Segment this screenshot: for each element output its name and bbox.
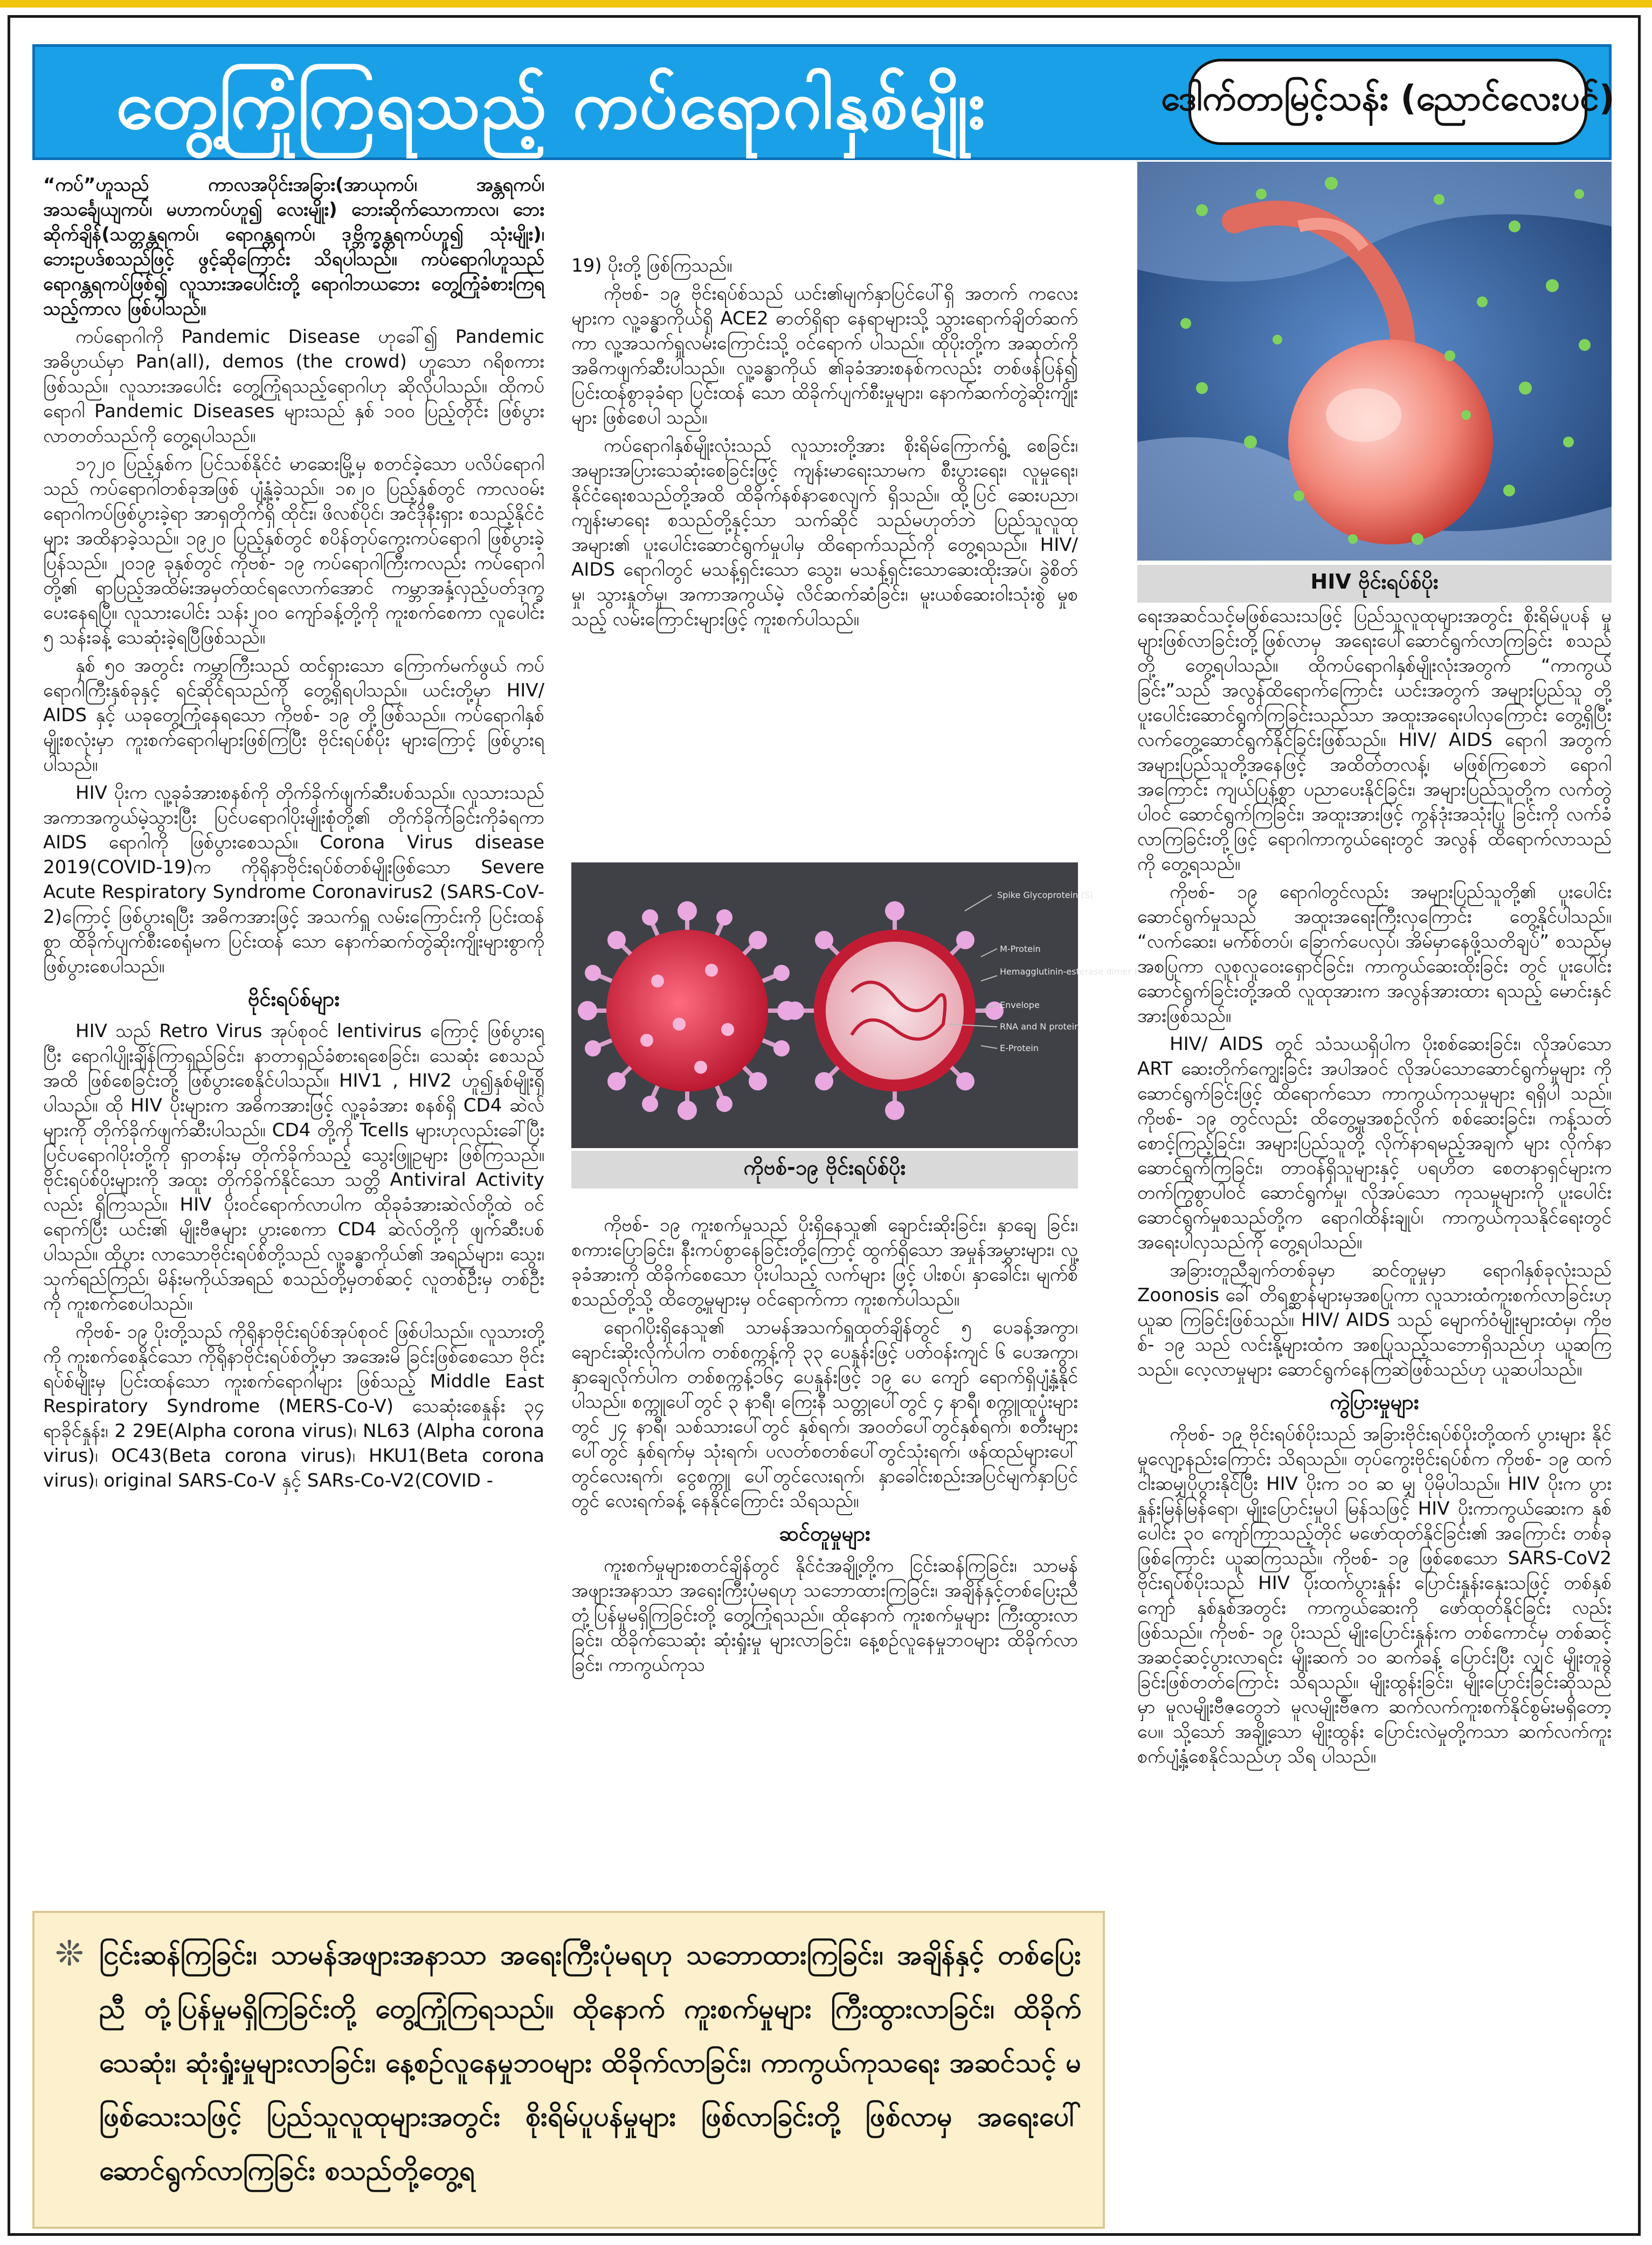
article-title: တွေ့ကြုံကြရသည့် ကပ်ရောဂါနှစ်မျိုး [116, 66, 986, 144]
paragraph: ကိုဗစ်- ၁၉ ဗိုင်းရပ်စ်သည် ယင်း၏မျက်နှာပြင်ပေါ်ရှိ အတက် ကလေးများက လူ့ခန္ဓာကိုယ်ရှိ ACE2 ဓာတ်ရှိရာ နေရာများသို့ သွားရောက်ချိတ်ဆက်ကာ လူ့အသက်ရှူလမ်းကြောင်းသို့ ဝင်ရောက် ပါသည်။ ထိုပိုးတို့က အဆုတ်ကို အဓိကဖျက်ဆီးပါသည်။ လူ့ခန္ဓာကိုယ် ၏ခုခံအားစနစ်ကလည်း တစ်ဖန်ပြန်၍ ပြင်းထန်စွာခုခံရာ ပြင်းထန် သော ထိခိုက်ပျက်စီးမှုများ၊ နောက်ဆက်တွဲဆိုးကျိုးများ ဖြစ်စေပါ သည်။ [571, 283, 1078, 429]
pull-quote-text: ငြင်းဆန်ကြခြင်း၊ သာမန်အဖျားအနာသာ အရေးကြီးပုံမရဟု သဘောထားကြခြင်း၊ အချိန်နှင့် တစ်ပြေးညီ တုံ့ပြန်မှုမရှိကြခြင်းတို့ တွေ့ကြုံကြရသည်။ ထိုနောက် ကူးစက်မှုများ ကြီးထွားလာခြင်း၊ ထိခိုက်သေဆုံး၊ ဆုံးရှုံးမှုများလာခြင်း၊ နေ့စဉ်လူနေမှုဘဝများ ထိခိုက်လာခြင်း၊ ကာကွယ်ကုသရေး အဆင်သင့် မဖြစ်သေးသဖြင့် ပြည်သူလူထုများအတွင်း စိုးရိမ်ပူပန်မှုများ ဖြစ်လာခြင်းတို့ ဖြစ်လာမှ အရေးပေါ်ဆောင်ရွက်လာကြခြင်း စသည်တို့တွေ့ရ [99, 1939, 1081, 2186]
label-e-protein: E-Protein [1000, 1043, 1039, 1053]
section-heading-similarities: ဆင်တူမှုများ [779, 1522, 870, 1545]
covid-image-caption: ကိုဗစ်-၁၉ ဗိုင်းရပ်စ်ပိုး [571, 1151, 1078, 1189]
hiv-image-caption: HIV ဗိုင်းရပ်စ်ပိုး [1137, 565, 1612, 603]
label-spike: Spike Glycoprotein (S) [997, 890, 1093, 900]
section-heading-differences: ကွဲပြားမှုများ [1330, 1390, 1419, 1414]
label-m-protein: M-Protein [1000, 944, 1041, 954]
label-envelope: Envelope [1000, 1000, 1040, 1010]
top-accent-strip [0, 0, 1652, 8]
column-2-lower [571, 1213, 1078, 1903]
paragraph: နှစ် ၅၀ အတွင်း ကမ္ဘာကြီးသည် ထင်ရှားသော ကြောက်မက်ဖွယ် ကပ်ရောဂါကြီးနှစ်ခုနှင့် ရင်ဆိုင်ရသည်ကို တွေ့ရှိရပါသည်။ ယင်းတို့မှာ HIV/ AIDS နှင့် ယခုတွေ့ကြုံနေရသော ကိုဗစ်- ၁၉ တို့ဖြစ်သည်။ ကပ်ရောဂါနှစ်မျိုးစလုံးမှာ ကူးစက်ရောဂါများဖြစ်ကြပြီး ဗိုင်းရပ်စ်ပိုး များကြောင့် ဖြစ်ပွားရပါသည်။ [43, 655, 544, 776]
hiv-virus-photo [1137, 162, 1612, 561]
label-rna: RNA and N protein [1000, 1021, 1080, 1032]
pull-quote-box [32, 1911, 1105, 2229]
asterism-icon: ❊ [55, 1934, 84, 1974]
cross-section-virion [786, 901, 1004, 1120]
paragraph: ရေးအဆင်သင့်မဖြစ်သေးသဖြင့် ပြည်သူလူထုများအတွင်း စိုးရိမ်ပူပန် မှုများဖြစ်လာခြင်းတို့ဖြစ်လာမှ အရေးပေါ်ဆောင်ရွက်လာကြခြင်း စသည်တို့ တွေ့ရပါသည်။ ထိုကပ်ရောဂါနှစ်မျိုးလုံးအတွက် “ကာကွယ် ခြင်း”သည် အလွန်ထိရောက်ကြောင်း ယင်းအတွက် အများပြည်သူ တို့ပူးပေါင်းဆောင်ရွက်ကြခြင်းသည်သာ အထူးအရေးပါလှကြောင်း တွေ့ရှိပြီး လက်တွေ့ဆောင်ရွက်နိုင်ခြင်းဖြစ်သည်။ HIV/ AIDS ရောဂါ အတွက် အများပြည်သူတို့အနေဖြင့် အထိတ်တလန့်၊ မဖြစ်ကြစေဘဲ ရောဂါအကြောင်း ကျယ်ပြန့်စွာ ပညာပေးနိုင်ခြင်း၊ အများပြည်သူတို့က လက်တွဲပါဝင် ဆောင်ရွက်ကြခြင်း၊ အထူးအားဖြင့် ကွန်ဒုံးအသုံးပြု ခြင်းကို လက်ခံလာကြခြင်းတို့ဖြင့် ရောဂါကာကွယ်ရေးတွင် အလွန် ထိရောက်လာသည်ကို တွေ့ရသည်။ [1137, 605, 1612, 875]
coronavirus-illustration [571, 862, 1153, 1148]
paragraph: ကူးစက်မှုများစတင်ချိန်တွင် နိုင်ငံအချို့တို့က ငြင်းဆန်ကြခြင်း၊ သာမန်အဖျားအနာသာ အရေးကြီးပုံမရဟု သဘောထားကြခြင်း၊ အချိန်နှင့်တစ်ပြေးညီ တုံ့ပြန်မှုမရှိကြခြင်းတို့ တွေ့ကြုံရသည်။ ထိုနောက် ကူးစက်မှုများ ကြီးထွားလာခြင်း၊ ထိခိုက်သေဆုံး ဆုံးရှုံးမှု များလာခြင်း၊ နေ့စဉ်လူနေမှုဘဝများ ထိခိုက်လာခြင်း၊ ကာကွယ်ကုသ [571, 1555, 1078, 1676]
label-he-dimer: Hemagglutinin-esterase dimer (HE) [1000, 966, 1153, 977]
spiked-virion [578, 901, 797, 1120]
intro-paragraph: “ကပ်”ဟူသည် ကာလအပိုင်းအခြား(အာယုကပ်၊ အန္တရကပ်၊ အသင်္ချေယျကပ်၊ မဟာကပ်ဟူ၍ လေးမျိုး) ဘေးဆိုက်သောကာလ၊ ဘေးဆိုက်ချိန်(သတ္တန္တရကပ်၊ ရောဂန္တရကပ်၊ ဒုဗ္ဘိက္ခန္တရကပ်ဟူ၍ သုံးမျိုး)၊ ဘေးဥပဒ်စသည်ဖြင့် ဖွင့်ဆိုကြောင်း သိရပါသည်။ ကပ်ရောဂါဟူသည် ရောဂန္တရကပ်ဖြစ်၍ လူသားအပေါင်းတို့ ရောဂါဘယဘေး တွေ့ကြုံခံစားကြရသည့်ကာလ ဖြစ်ပါသည်။ [43, 174, 544, 320]
covid-virus-diagram [571, 862, 1153, 1148]
column-3 [1137, 604, 1612, 2215]
paragraph: ကပ်ရောဂါနှစ်မျိုးလုံးသည် လူသားတို့အား စိုးရိမ်ကြောက်ရွံ့ စေခြင်း၊ အများအပြားသေဆုံးစေခြင်းဖြင့် ကျန်းမာရေးသာမက စီးပွားရေး၊ လူမှုရေး၊ နိုင်ငံရေးစသည်တို့အထိ ထိခိုက်နစ်နာစေလျက် ရှိသည်။ ထို့ပြင် ဆေးပညာ၊ ကျန်းမာရေး စသည်တို့နှင့်သာ သက်ဆိုင် သည်မဟုတ်ဘဲ ပြည်သူလူထုအများ၏ ပူးပေါင်းဆောင်ရွက်မှုပါမှ ထိရောက်သည်ကို တွေ့ရသည်။ HIV/ AIDS ရောဂါတွင် မသန့်ရှင်းသော သွေး၊ မသန့်ရှင်းသောဆေးထိုးအပ်၊ ခွဲစိတ်မှု၊ သွားနှုတ်မှု၊ အကာအကွယ်မဲ့ လိင်ဆက်ဆံခြင်း၊ မူးယစ်ဆေးဝါးသုံးစွဲ မှုစသည့် လမ်းကြောင်းများဖြင့် ကူးစက်ပါသည်။ [571, 435, 1078, 630]
author-byline: ဒေါက်တာမြင့်သန်း (ညောင်လေးပင်) [1188, 59, 1587, 145]
paragraph: ကိုဗစ်- ၁၉ ရောဂါတွင်လည်း အများပြည်သူတို့၏ ပူးပေါင်း ဆောင်ရွက်မှုသည် အထူးအရေးကြီးလှကြောင်း တွေ့နိုင်ပါသည်။ “လက်ဆေး၊ မက်စ်တပ်၊ ခြောက်ပေလှပ်၊ အိမ်မှာနေဖို့သတိချပ်” စသည်မှ အစပြုကာ လူစုလူဝေးရှောင်ခြင်း၊ ကာကွယ်ဆေးထိုးခြင်း တွင် ပူးပေါင်းဆောင်ရွက်ခြင်းတို့အထိ လူထုအားက အလွန်အားထား ရသည့် မောင်းနှင်အားဖြစ်သည်။ [1137, 881, 1612, 1027]
paragraph: HIV သည် Retro Virus အုပ်စုဝင် lentivirus ကြောင့် ဖြစ်ပွားရပြီး ရောဂါပျိုးချိန်ကြာရှည်ခြင်း၊ နာတာရှည်ခံစားရစေခြင်း၊ သေဆုံး စေသည်အထိ ဖြစ်စေခြင်းတို့ ဖြစ်ပွားစေနိုင်ပါသည်။ HIV1 , HIV2 ဟူ၍နှစ်မျိုးရှိပါသည်။ ထို HIV ပိုးများက အဓိကအားဖြင့် လူ့ခုခံအား စနစ်ရှိ CD4 ဆဲလ်များကို တိုက်ခိုက်ဖျက်ဆီးပါသည်။ CD4 တို့ကို Tcells များဟုလည်းခေါ်ပြီး ပြင်ပရောဂါပိုးတို့ကို ရှာတန်းမှ တိုက်ခိုက်သည့် သွေးဖြူဥများ ဖြစ်ကြသည်။ ဗိုင်းရပ်စ်ပိုးများကို အထူး တိုက်ခိုက်နိုင်သော သတ္တိ Antiviral Activity လည်း ရှိကြသည်။ HIV ပိုးဝင်ရောက်လာပါက ထိုခုခံအားဆဲလ်တို့ထဲ ဝင်ရောက်ပြီး ယင်း၏ မျိုးဗီဇများ ပွားစေကာ CD4 ဆဲလ်တို့ကို ဖျက်ဆီးပစ်ပါသည်။ ထိုပွား လာသောဗိုင်းရပ်စ်တို့သည် လူ့ခန္ဓာကိုယ်၏ အရည်များ၊ သွေး၊ သုက်ရည်ကြည်၊ မိန်းမကိုယ်အရည် စသည်တို့မှတစ်ဆင့် လူတစ်ဦးမှ တစ်ဦးကို ကူးစက်စေပါသည်။ [43, 1020, 544, 1315]
paragraph: ကိုဗစ်- ၁၉ ဗိုင်းရပ်စ်ပိုးသည် အခြားဗိုင်းရပ်စ်ပိုးတို့ထက် ပွားများ နိုင်မှုလျော့နည်းကြောင်း သိရသည်။ တုပ်ကွေးဗိုင်းရပ်စ်က ကိုဗစ်- ၁၉ ထက် ငါးဆမျှပိုပွားနိုင်ပြီး HIV ပိုးက ၁၀ ဆ မျှ ပိုမိုပါသည်။ HIV ပိုးက ပွားနှုန်းမြန်မြန်ရော၊ မျိုးပြောင်းမှုပါ မြန်သဖြင့် HIV ပိုးကာကွယ်ဆေးက နှစ်ပေါင်း ၃၀ ကျော်ကြာသည့်တိုင် မဖော်ထုတ်နိုင်ခြင်း၏ အကြောင်း တစ်ခုဖြစ်ကြောင်း ယူဆကြသည်။ ကိုဗစ်- ၁၉ ဖြစ်စေသော SARS-CoV2 ဗိုင်းရပ်စ်ပိုးသည် HIV ပိုးထက်ပွားနှုန်း ပြောင်းနှုန်းနှေးသဖြင့် တစ်နှစ်ကျော် နှစ်နှစ်အတွင်း ကာကွယ်ဆေးကို ဖော်ထုတ်နိုင်ခြင်း လည်းဖြစ်သည်။ ကိုဗစ်- ၁၉ ပိုးသည် မျိုးပြောင်းနှုန်းက တစ်ကောင်မှ တစ်ဆင့် အဆင့်ဆင့်ပွားလာရင်း မျိုးဆက် ၁၀ ဆက်ခန့် ပြောင်းပြီး လျှင် မျိုးတူခွဲခြင်းဖြစ်တတ်ကြောင်း သိရသည်။ မျိုးထွန်းခြင်း၊ မျိုးပြောင်းခြင်းဆိုသည်မှာ မူလမျိုးဗီဇတွေဘဲ မူလမျိုးဗီဇက ဆက်လက်ကူးစက်နိုင်စွမ်းမရှိတော့ပေ။ သို့သော် အချို့သော မျိုးထွန်း ပြောင်းလဲမှုတို့ကသာ ဆက်လက်ကူးစက်ပျံ့နှံ့စေနိုင်သည်ဟု သိရ ပါသည်။ [1137, 1424, 1612, 1767]
paragraph: ကပ်ရောဂါကို Pandemic Disease ဟုခေါ်၍ Pandemic အဓိပ္ပာယ်မှာ Pan(all), demos (the crowd) ဟူသော ဂရိစကား ဖြစ်သည်။ လူသားအပေါင်း တွေ့ကြုံရသည့်ရောဂါဟု ဆိုလိုပါသည်။ ထိုကပ် ရောဂါ Pandemic Diseases များသည် နှစ် ၁၀၀ ပြည့်တိုင်း ဖြစ်ပွား လာတတ်သည်ကို တွေ့ရပါသည်။ [43, 326, 544, 447]
paragraph: HIV/ AIDS တွင် သံသယရှိပါက ပိုးစစ်ဆေးခြင်း၊ လိုအပ်သော ART ဆေးတိုက်ကျွေးခြင်း အပါအဝင် လိုအပ်သောဆောင်ရွက်မှုများ ကို ဆောင်ရွက်ခြင်းဖြင့် ထိရောက်သော ကာကွယ်ကုသမှုများ ရရှိပါ သည်။ ကိုဗစ်- ၁၉ တွင်လည်း ထိတွေ့မှုအစဉ်လိုက် စစ်ဆေးခြင်း၊ ကန့်သတ်စောင့်ကြည့်ခြင်း၊ အများပြည်သူတို့ လိုက်နာရမည့်အချက် များ လိုက်နာဆောင်ရွက်ကြခြင်း၊ တာဝန်ရှိသူများနှင့် ပရဟိတ စေတနာရှင်များက တက်ကြွစွာပါဝင် ဆောင်ရွက်မှု၊ လိုအပ်သော ကုသမှုများကို ပူးပေါင်းဆောင်ရွက်မှုစသည်တို့က ရောဂါထိန်းချုပ်၊ ကာကွယ်ကုသနိုင်ရေးတွင် အရေးပါလှသည်ကို တွေ့ရပါသည်။ [1137, 1033, 1612, 1253]
column-2 [571, 253, 1078, 857]
paragraph: ကိုဗစ်- ၁၉ ပိုးတို့သည် ကိုရိုနာဗိုင်းရပ်စ်အုပ်စုဝင် ဖြစ်ပါသည်။ လူသားတို့ကို ကူးစက်စေနိုင်သော ကိုရိုနာဗိုင်းရပ်စ်တို့မှာ အအေးမိ ခြင်းဖြစ်စေသော ဗိုင်းရပ်စ်မျိုးမှ ပြင်းထန်သော ကူးစက်ရောဂါများ ဖြစ်သည့် Middle East Respiratory Syndrome (MERS-Co-V) သေဆုံးစေနှုန်း ၃၄ ရာခိုင်နှုန်း၊ 2 29E(Alpha corona virus)၊ NL63 (Alpha corona virus)၊ OC43(Beta corona virus)၊ HKU1(Beta corona virus)၊ original SARS-Co-V နှင့် SARs-Co-V2(COVID - [43, 1321, 544, 1491]
hiv-illustration [1137, 162, 1612, 561]
section-heading-viruses: ဗိုင်းရပ်စ်များ [247, 987, 340, 1011]
paragraph: အခြားတူညီချက်တစ်ခုမှာ ဆင်တူမှုမှာ ရောဂါနှစ်ခုလုံးသည် Zoonosis ခေါ် တိရစ္ဆာန်များမှအစပြုကာ လူသားထံကူးစက်လာခြင်းဟု ယူဆ ကြခြင်းဖြစ်သည်။ HIV/ AIDS သည် မျောက်ဝံမျိုးများထံမှ၊ ကိုဗစ်- ၁၉ သည် လင်းနို့များထံက အစပြုသည့်သဘောရှိသည်ဟု ယူဆကြသည်။ လေ့လာမှုများ ဆောင်ရွက်နေကြဆဲဖြစ်သည်ဟု ယူဆပါသည်။ [1137, 1260, 1612, 1380]
paragraph: HIV ပိုးက လူ့ခုခံအားစနစ်ကို တိုက်ခိုက်ဖျက်ဆီးပစ်သည်။ လူသားသည် အကာအကွယ်မဲ့သွားပြီး ပြင်ပရောဂါပိုးမျိုးစုံတို့၏ တိုက်ခိုက်ခြင်းကိုခံရကာ AIDS ရောဂါကို ဖြစ်ပွားစေသည်။ Corona Virus disease 2019(COVID-19)က ကိုရိုနာဗိုင်းရပ်စ်တစ်မျိုးဖြစ်သော Severe Acute Respiratory Syndrome Coronavirus2 (SARS-CoV-2)ကြောင့် ဖြစ်ပွားရပြီး အဓိကအားဖြင့် အသက်ရှူ လမ်းကြောင်းကို ပြင်းထန်စွာ ထိခိုက်ပျက်စီးစေရုံမက ပြင်းထန် သော နောက်ဆက်တွဲဆိုးကျိုးများစွာကို ဖြစ်ပွားစေပါသည်။ [43, 782, 544, 977]
title-banner [32, 44, 1615, 160]
paragraph: 19) ပိုးတို့ ဖြစ်ကြသည်။ [571, 255, 732, 277]
paragraph: ကိုဗစ်- ၁၉ ကူးစက်မှုသည် ပိုးရှိနေသူ၏ ချောင်းဆိုးခြင်း၊ နှာချေ ခြင်း၊ စကားပြောခြင်း၊ နီးကပ်စွာနေခြင်းတို့ကြောင့် ထွက်ရှိသော အမှုန်အမွှားများ၊ လူ့ခုခံအားကို ထိခိုက်စေသော ပိုးပါသည့် လက်များ ဖြင့် ပါးစပ်၊ နှာခေါင်း၊ မျက်စိ စသည်တို့သို့ ထိတွေ့မှုများမှ ဝင်ရောက်ကာ ကူးစက်ပါသည်။ [571, 1214, 1078, 1310]
paragraph: ၁၇၂၀ ပြည့်နှစ်က ပြင်သစ်နိုင်ငံ မာဆေးမြို့မှ စတင်ခဲ့သော ပလိပ်ရောဂါသည် ကပ်ရောဂါတစ်ခုအဖြစ် ပျံ့နှံ့ခဲ့သည်။ ၁၈၂၀ ပြည့်နှစ်တွင် ကာလဝမ်းရောဂါကပ်ဖြစ်ပွားခဲ့ရာ အာရှတိုက်ရှိ ထိုင်း၊ ဖိလစ်ပိုင်၊ အင်ဒိုနီးရှား စသည့်နိုင်ငံများ အထိနာခဲ့သည်။ ၁၉၂၀ ပြည့်နှစ်တွင် စပိန်တုပ်ကွေးကပ်ရောဂါ ဖြစ်ပွားခဲ့ပြန်သည်။ ၂၀၁၉ ခုနှစ်တွင် ကိုဗစ်- ၁၉ ကပ်ရောဂါကြီးကလည်း ကပ်ရောဂါတို့၏ ရာပြည့်အထိမ်းအမှတ်ထင်ရလောက်အောင် ကမ္ဘာအနှံ့လှည့်ပတ်ဒုက္ခ ပေးနေရပြီ။ လူသားပေါင်း သန်း၂၀၀ ကျော်ခန့်တို့ကို ကူးစက်စေကာ လူပေါင်း ၅ သန်းခန့် သေဆုံးခဲ့ရပြီဖြစ်သည်။ [43, 453, 544, 648]
paragraph: ရောဂါပိုးရှိနေသူ၏ သာမန်အသက်ရှူထုတ်ချိန်တွင် ၅ ပေခန့်အကွာ၊ ချောင်းဆိုးလိုက်ပါက တစ်စက္ကန့်ကို ၃၃ ပေနှုန်းဖြင့် ပတ်ဝန်းကျင် ၆ ပေအကွာ၊ နှာချေလိုက်ပါက တစ်စက္ကန့်၁၆၄ ပေနှုန်းဖြင့် ၁၉ ပေ ကျော် ရောက်ရှိပျံ့နှံ့နိုင်ပါသည်။ စက္ကူပေါ်တွင် ၃ နာရီ၊ ကြေးနီ သတ္တုပေါ်တွင် ၄ နာရီ၊ စက္ကူထူပုံးများတွင် ၂၄ နာရီ၊ သစ်သားပေါ်တွင် နှစ်ရက်၊ အဝတ်ပေါ်တွင်နှစ်ရက်၊ စတီးများပေါ်တွင် နှစ်ရက်မှ သုံးရက်၊ ပလတ်စတစ်ပေါ်တွင်သုံးရက်၊ ဖန်ထည်များပေါ်တွင်လေးရက်၊ ငွေစက္ကူ ပေါ်တွင်လေးရက်၊ နှာခေါင်းစည်းအပြင်မျက်နှာပြင်တွင် လေးရက်ခန့် နေနိုင်ကြောင်း သိရသည်။ [571, 1317, 1078, 1512]
column-1 [43, 172, 544, 1903]
